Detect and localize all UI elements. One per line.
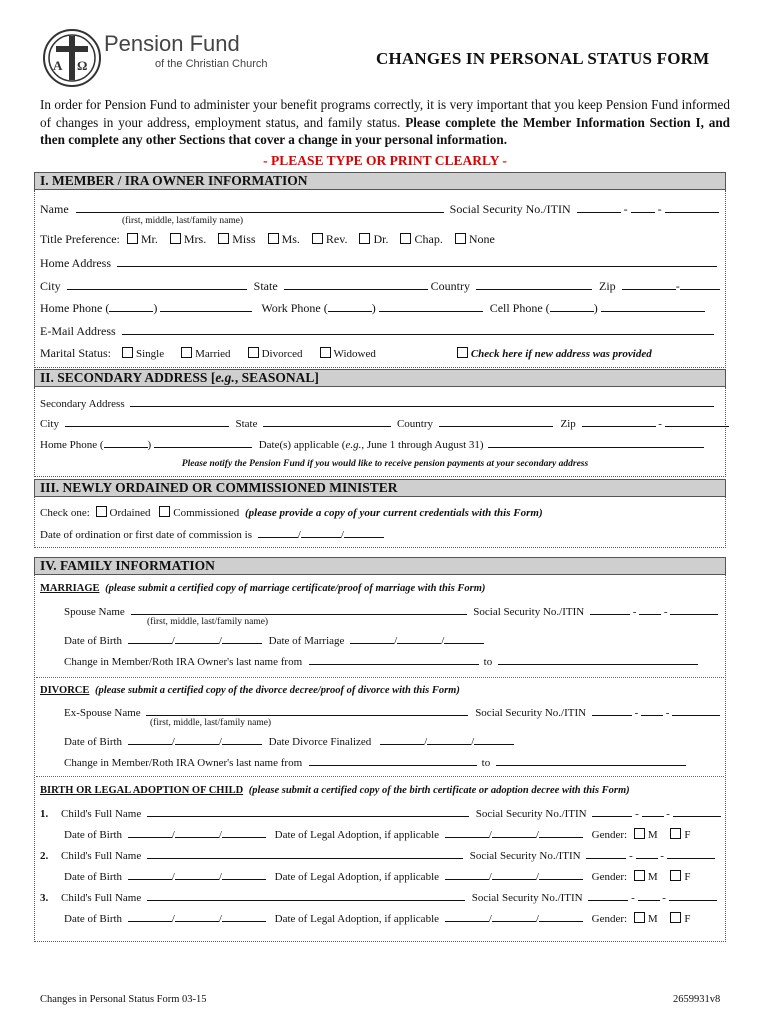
marital-divorced-label: Divorced — [261, 348, 303, 360]
secondary-country-field[interactable] — [439, 416, 553, 427]
divorce-heading-text: DIVORCE — [40, 685, 90, 696]
ssn-field-2[interactable] — [631, 202, 655, 213]
org-name: Pension Fund — [104, 31, 240, 56]
title-dr-label: Dr. — [373, 232, 389, 246]
secondary-phone-field[interactable] — [154, 437, 252, 448]
credentials-note: (please provide a copy of your current credentials with this Form) — [245, 507, 543, 519]
child-2-number: 2. — [40, 850, 49, 862]
name-label: Name — [40, 202, 69, 216]
spouse-name-row: Spouse Name Social Security No./ITIN - - — [64, 604, 718, 618]
child-1-dob-month[interactable] — [128, 827, 172, 838]
child-1-adoption-month[interactable] — [445, 827, 489, 838]
country-field[interactable] — [476, 279, 592, 290]
child-2-dob-day[interactable] — [175, 869, 219, 880]
divorce-old-name-field[interactable] — [309, 755, 477, 766]
marriage-to-label: to — [483, 656, 493, 668]
title-preference-row — [40, 232, 495, 247]
country-label: Country — [430, 279, 471, 293]
divorce-to-label: to — [481, 757, 491, 769]
ordained-checkbox[interactable] — [96, 506, 107, 517]
marriage-new-name-field[interactable] — [498, 654, 698, 665]
section-1-header: I. MEMBER / IRA OWNER INFORMATION — [34, 172, 726, 190]
spouse-ssn-3[interactable] — [670, 604, 718, 615]
cell-phone-area[interactable] — [550, 301, 594, 312]
child-3-gender-m-checkbox[interactable] — [634, 912, 645, 923]
child-1-dob-row: Date of Birth / / Date of Legal Adoption, if applicable / / Gender: M F — [64, 829, 691, 841]
divider — [36, 677, 724, 678]
child-1-ssn-2[interactable] — [642, 806, 664, 817]
new-address-label: Check here if new address was provided — [470, 348, 652, 360]
title-none-checkbox[interactable] — [455, 233, 466, 244]
member-name-row: Name Social Security No./ITIN - - — [40, 202, 719, 217]
child-2-gender-f-checkbox[interactable] — [670, 870, 681, 881]
spouse-ssn-1[interactable] — [590, 604, 630, 615]
divorce-new-name-field[interactable] — [496, 755, 686, 766]
child-3-ssn-3[interactable] — [669, 890, 717, 901]
ordination-date-row: Date of ordination or first date of commission is / / — [40, 527, 384, 541]
title-chap-checkbox[interactable] — [400, 233, 411, 244]
ex-spouse-ssn-2[interactable] — [641, 705, 663, 716]
child-1-name-row: 1. Child's Full Name Social Security No./ITIN - - — [40, 806, 721, 820]
child-3-dob-year[interactable] — [222, 911, 266, 922]
section-3-header: III. NEWLY ORDAINED OR COMMISSIONED MINISTER — [34, 479, 726, 497]
ordination-date-label: Date of ordination or first date of commission is — [40, 529, 253, 541]
child-1-adoption-day[interactable] — [492, 827, 536, 838]
child-2-name-label: Child's Full Name — [61, 850, 142, 862]
child-2-adoption-day[interactable] — [492, 869, 536, 880]
ex-spouse-ssn-3[interactable] — [672, 705, 720, 716]
commissioned-checkbox[interactable] — [159, 506, 170, 517]
child-3-gender-f-label: F — [684, 913, 691, 925]
email-field[interactable] — [122, 324, 714, 335]
spouse-dob-month[interactable] — [128, 633, 172, 644]
marital-widowed-checkbox[interactable] — [320, 347, 331, 358]
cell-phone-field[interactable] — [601, 301, 705, 312]
title-chap-label: Chap. — [414, 232, 443, 246]
marital-single-label: Single — [136, 348, 165, 360]
ordination-year-field[interactable] — [344, 527, 384, 538]
child-2-dob-year[interactable] — [222, 869, 266, 880]
child-1-gender-f-label: F — [684, 829, 691, 841]
title-ms-label: Ms. — [281, 232, 300, 246]
child-2-dob-row: Date of Birth / / Date of Legal Adoption, if applicable / / Gender: M F — [64, 871, 691, 883]
marital-single-checkbox[interactable] — [122, 347, 133, 358]
ex-spouse-name-field[interactable] — [146, 705, 468, 716]
child-3-adoption-label: Date of Legal Adoption, if applicable — [274, 913, 440, 925]
child-1-dob-day[interactable] — [175, 827, 219, 838]
ex-spouse-ssn-label: Social Security No./ITIN — [475, 707, 587, 719]
divorce-name-change-label: Change in Member/Roth IRA Owner's last name from — [64, 757, 303, 769]
child-1-number: 1. — [40, 808, 49, 820]
divorce-heading — [40, 685, 460, 696]
child-3-ssn-label: Social Security No./ITIN — [471, 892, 583, 904]
child-2-adoption-month[interactable] — [445, 869, 489, 880]
footer-doc-number: 2659931v8 — [673, 994, 721, 1005]
child-3-dob-label: Date of Birth — [64, 913, 123, 925]
print-clearly-notice: - PLEASE TYPE OR PRINT CLEARLY - — [263, 153, 507, 168]
check-one-label: Check one: — [40, 507, 90, 519]
child-1-adoption-label: Date of Legal Adoption, if applicable — [274, 829, 440, 841]
ordained-row — [40, 506, 543, 519]
child-3-dob-row: Date of Birth / / Date of Legal Adoption, if applicable / / Gender: M F — [64, 913, 691, 925]
home-address-label: Home Address — [40, 256, 111, 270]
secondary-state-label: State — [235, 418, 258, 430]
child-1-ssn-label: Social Security No./ITIN — [475, 808, 587, 820]
section-2-title-pre: II. SECONDARY ADDRESS [ — [40, 370, 216, 385]
spouse-dob-year[interactable] — [222, 633, 262, 644]
marriage-date-label: Date of Marriage — [268, 635, 345, 647]
ex-spouse-dob-day[interactable] — [175, 734, 219, 745]
ssn-field-1[interactable] — [577, 202, 621, 213]
title-rev-checkbox[interactable] — [312, 233, 323, 244]
child-3-adoption-year[interactable] — [539, 911, 583, 922]
child-3-name-field[interactable] — [147, 890, 465, 901]
ordained-label: Ordained — [109, 507, 151, 519]
title-pref-label: Title Preference: — [40, 232, 120, 246]
secondary-city-label: City — [40, 418, 59, 430]
child-1-dob-year[interactable] — [222, 827, 266, 838]
marriage-heading-text: MARRIAGE — [40, 583, 100, 594]
spouse-name-label: Spouse Name — [64, 606, 125, 618]
dates-label-post: , June 1 through August 31) — [361, 439, 484, 451]
spouse-dob-day[interactable] — [175, 633, 219, 644]
child-2-gender-label: Gender: — [591, 871, 628, 883]
child-1-adoption-year[interactable] — [539, 827, 583, 838]
secondary-phone-area[interactable] — [104, 437, 148, 448]
divorce-month[interactable] — [380, 734, 424, 745]
marital-row — [40, 346, 652, 361]
city-label: City — [40, 279, 61, 293]
member-name-field[interactable] — [76, 202, 444, 213]
ex-spouse-dob-row: Date of Birth / / Date Divorce Finalized / / — [64, 734, 514, 748]
secondary-address-field[interactable] — [130, 396, 714, 407]
child-1-gender-m-label: M — [647, 829, 658, 841]
dates-label-em: e.g. — [345, 439, 362, 451]
work-phone-label: Work Phone ( — [261, 301, 328, 315]
title-rev-label: Rev. — [325, 232, 348, 246]
spouse-name-hint: (first, middle, last/family name) — [147, 617, 269, 627]
child-2-name-field[interactable] — [147, 848, 463, 859]
child-2-name-row: 2. Child's Full Name Social Security No./ITIN - - — [40, 848, 715, 862]
secondary-city-field[interactable] — [65, 416, 229, 427]
child-3-ssn-2[interactable] — [638, 890, 660, 901]
work-phone-area[interactable] — [328, 301, 372, 312]
ssn-label: Social Security No./ITIN — [449, 202, 571, 216]
form-title: CHANGES IN PERSONAL STATUS FORM — [376, 49, 710, 68]
spouse-ssn-label: Social Security No./ITIN — [473, 606, 585, 618]
title-miss-label: Miss — [232, 232, 256, 246]
spouse-dob-label: Date of Birth — [64, 635, 123, 647]
marriage-date-day[interactable] — [397, 633, 441, 644]
state-field[interactable] — [284, 279, 428, 290]
footer-form-id: Changes in Personal Status Form 03-15 — [40, 994, 207, 1005]
birth-heading-text: BIRTH OR LEGAL ADOPTION OF CHILD — [40, 785, 244, 796]
ex-spouse-name-hint: (first, middle, last/family name) — [150, 718, 272, 728]
marital-married-label: Married — [195, 348, 231, 360]
child-2-ssn-2[interactable] — [636, 848, 658, 859]
child-2-ssn-label: Social Security No./ITIN — [469, 850, 581, 862]
child-2-ssn-1[interactable] — [586, 848, 626, 859]
phone-row: Home Phone ( ) Work Phone ( ) Cell Phone ( ) — [40, 301, 705, 316]
home-phone-label: Home Phone ( — [40, 301, 110, 315]
child-3-name-label: Child's Full Name — [61, 892, 142, 904]
ordination-month-field[interactable] — [258, 527, 298, 538]
child-3-number: 3. — [40, 892, 49, 904]
work-phone-field[interactable] — [379, 301, 483, 312]
title-ms-checkbox[interactable] — [268, 233, 279, 244]
email-row — [40, 324, 714, 339]
title-mrs-label: Mrs. — [183, 232, 207, 246]
city-state-row: City State Country Zip - — [40, 279, 720, 294]
secondary-zip-field-2[interactable] — [665, 416, 729, 427]
section-2-title-post: , SEASONAL] — [234, 370, 319, 385]
child-2-gender-m-label: M — [647, 871, 658, 883]
zip-field-1[interactable] — [622, 279, 676, 290]
marriage-name-change-row — [64, 654, 698, 668]
ex-spouse-label: Ex-Spouse Name — [64, 707, 141, 719]
child-2-ssn-3[interactable] — [667, 848, 715, 859]
section-2-header — [34, 369, 726, 387]
name-hint: (first, middle, last/family name) — [122, 216, 244, 226]
title-none-label: None — [468, 232, 495, 246]
child-1-ssn-3[interactable] — [673, 806, 721, 817]
child-3-dob-month[interactable] — [128, 911, 172, 922]
state-label: State — [253, 279, 278, 293]
divorce-note: (please submit a certified copy of the divorce decree/proof of divorce with this Form) — [95, 685, 460, 696]
child-3-dob-day[interactable] — [175, 911, 219, 922]
divorce-day[interactable] — [427, 734, 471, 745]
dates-applicable-field[interactable] — [488, 437, 704, 448]
child-3-adoption-month[interactable] — [445, 911, 489, 922]
title-dr-checkbox[interactable] — [359, 233, 370, 244]
marital-married-checkbox[interactable] — [181, 347, 192, 358]
title-mr-checkbox[interactable] — [127, 233, 138, 244]
commissioned-label: Commissioned — [173, 507, 240, 519]
child-3-name-row: 3. Child's Full Name Social Security No./ITIN - - — [40, 890, 717, 904]
ex-spouse-dob-year[interactable] — [222, 734, 262, 745]
secondary-city-row: City State Country Zip - — [40, 416, 729, 430]
child-1-gender-label: Gender: — [591, 829, 628, 841]
child-3-gender-label: Gender: — [591, 913, 628, 925]
child-3-ssn-1[interactable] — [588, 890, 628, 901]
secondary-zip-field-1[interactable] — [582, 416, 656, 427]
birth-heading — [40, 785, 630, 796]
org-subtitle: of the Christian Church — [155, 58, 268, 70]
secondary-address-label: Secondary Address — [40, 398, 125, 410]
secondary-address-row — [40, 396, 714, 410]
spouse-ssn-2[interactable] — [639, 604, 661, 615]
home-address-field[interactable] — [117, 256, 717, 267]
marital-divorced-checkbox[interactable] — [248, 347, 259, 358]
child-3-gender-m-label: M — [647, 913, 658, 925]
child-1-dob-label: Date of Birth — [64, 829, 123, 841]
child-2-dob-label: Date of Birth — [64, 871, 123, 883]
email-label: E-Mail Address — [40, 324, 116, 338]
home-address-row — [40, 256, 717, 271]
title-mrs-checkbox[interactable] — [170, 233, 181, 244]
child-1-gender-m-checkbox[interactable] — [634, 828, 645, 839]
intro-paragraph — [40, 96, 730, 149]
marital-widowed-label: Widowed — [333, 348, 376, 360]
secondary-phone-row: Home Phone ( ) Date(s) applicable (e.g., June 1 through August 31) — [40, 437, 704, 451]
dates-label-pre: Date(s) applicable ( — [258, 439, 346, 451]
city-field[interactable] — [67, 279, 247, 290]
ordination-day-field[interactable] — [301, 527, 341, 538]
ex-spouse-ssn-1[interactable] — [592, 705, 632, 716]
divorce-finalized-label: Date Divorce Finalized — [268, 736, 372, 748]
secondary-zip-label: Zip — [560, 418, 576, 430]
child-3-gender-f-checkbox[interactable] — [670, 912, 681, 923]
section-2-title-em: e.g. — [215, 370, 235, 385]
cell-phone-label: Cell Phone ( — [489, 301, 550, 315]
ex-spouse-dob-label: Date of Birth — [64, 736, 123, 748]
ssn-field-3[interactable] — [665, 202, 719, 213]
section-4-header: IV. FAMILY INFORMATION — [34, 557, 726, 575]
child-2-gender-f-label: F — [684, 871, 691, 883]
divorce-year[interactable] — [474, 734, 514, 745]
title-mr-label: Mr. — [140, 232, 158, 246]
child-2-gender-m-checkbox[interactable] — [634, 870, 645, 881]
marriage-date-year[interactable] — [444, 633, 484, 644]
home-phone-area[interactable] — [109, 301, 153, 312]
marriage-old-name-field[interactable] — [309, 654, 479, 665]
marriage-note: (please submit a certified copy of marriage certificate/proof of marriage with this Form) — [105, 583, 486, 594]
child-2-dob-month[interactable] — [128, 869, 172, 880]
pension-fund-logo — [42, 28, 102, 88]
ex-spouse-dob-month[interactable] — [128, 734, 172, 745]
secondary-state-field[interactable] — [263, 416, 391, 427]
zip-field-2[interactable] — [680, 279, 720, 290]
child-3-adoption-day[interactable] — [492, 911, 536, 922]
svg-text:A: A — [53, 58, 63, 73]
child-1-gender-f-checkbox[interactable] — [670, 828, 681, 839]
home-phone-field[interactable] — [160, 301, 252, 312]
divorce-name-change-row — [64, 755, 686, 769]
spouse-dob-row: Date of Birth / / Date of Marriage / / — [64, 633, 484, 647]
birth-note: (please submit a certified copy of the birth certificate or adoption decree with this Form) — [248, 785, 630, 796]
child-2-adoption-label: Date of Legal Adoption, if applicable — [274, 871, 440, 883]
zip-label: Zip — [599, 279, 616, 293]
marriage-name-change-label: Change in Member/Roth IRA Owner's last name from — [64, 656, 303, 668]
svg-text:Ω: Ω — [77, 58, 88, 73]
marital-label: Marital Status: — [40, 346, 111, 360]
child-2-adoption-year[interactable] — [539, 869, 583, 880]
title-miss-checkbox[interactable] — [218, 233, 229, 244]
child-1-name-label: Child's Full Name — [61, 808, 142, 820]
child-1-ssn-1[interactable] — [592, 806, 632, 817]
intro-text: In order for Pension Fund to administer your benefit programs correctly, it is very important that you keep Pension Fund informed of changes in your address, employment status, and family status. — [40, 97, 730, 130]
new-address-checkbox[interactable] — [457, 347, 468, 358]
marriage-heading — [40, 583, 485, 594]
secondary-phone-label: Home Phone ( — [40, 439, 104, 451]
ex-spouse-row: Ex-Spouse Name Social Security No./ITIN - - — [64, 705, 720, 719]
secondary-address-notice: Please notify the Pension Fund if you would like to receive pension payments at your secondary address — [181, 459, 589, 469]
divider — [36, 776, 724, 777]
marriage-date-month[interactable] — [350, 633, 394, 644]
intro-bold-text: Please complete the Member Information Section I, and then complete any other Sections that cover a change in your personal information. — [40, 114, 731, 147]
child-1-name-field[interactable] — [147, 806, 469, 817]
secondary-country-label: Country — [396, 418, 434, 430]
spouse-name-field[interactable] — [131, 604, 467, 615]
